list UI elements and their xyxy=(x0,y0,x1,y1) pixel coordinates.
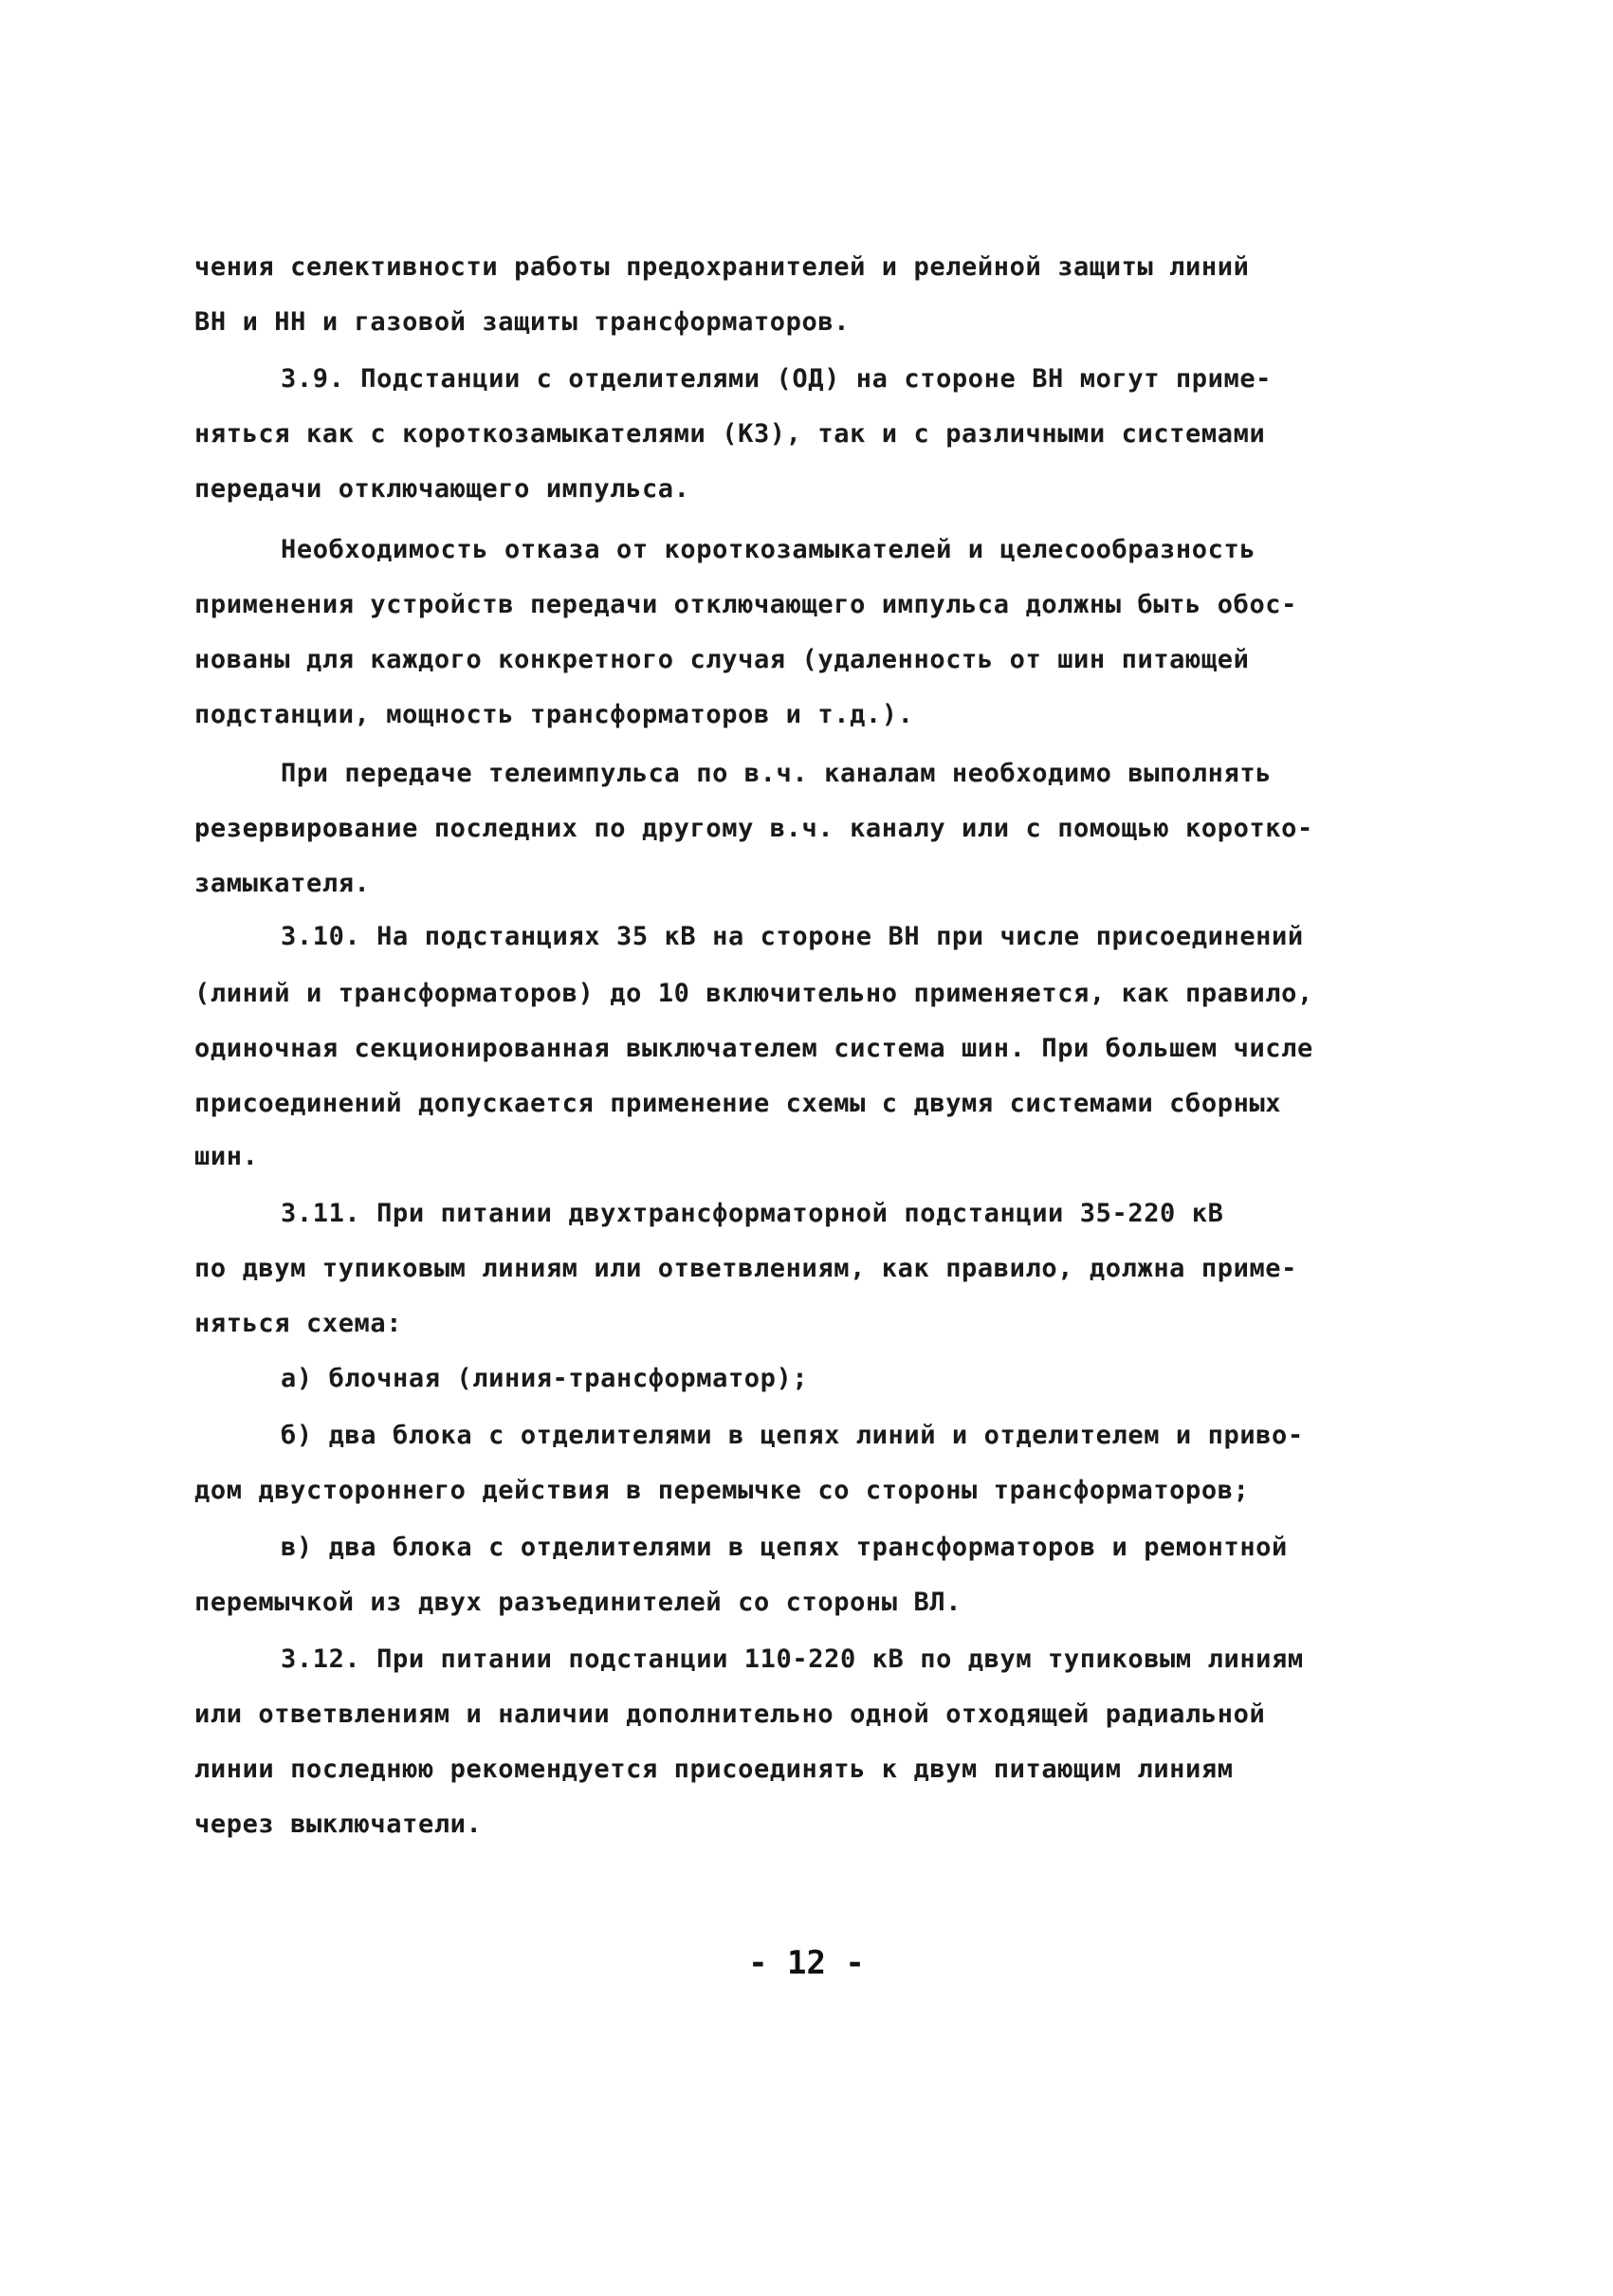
text-line: 3.10. На подстанциях 35 кВ на стороне ВН при числе присоединений xyxy=(281,922,1304,951)
text-line: няться как с короткозамыкателями (КЗ), так и с различными системами xyxy=(194,419,1266,449)
text-line: присоединений допускается применение схемы с двумя системами сборных xyxy=(194,1089,1282,1118)
text-line: дом двустороннего действия в перемычке со стороны трансформаторов; xyxy=(194,1476,1250,1505)
text-line: в) два блока с отделителями в цепях трансформаторов и ремонтной xyxy=(281,1533,1288,1562)
text-line: При передаче телеимпульса по в.ч. каналам необходимо выполнять xyxy=(281,759,1273,788)
text-line: 3.9. Подстанции с отделителями (ОД) на стороне ВН могут приме- xyxy=(281,364,1273,394)
text-line: шин. xyxy=(194,1142,259,1171)
text-line: б) два блока с отделителями в цепях линий и отделителем и приво- xyxy=(281,1421,1304,1450)
text-line: (линий и трансформаторов) до 10 включительно применяется, как правило, xyxy=(194,979,1313,1008)
text-line: нованы для каждого конкретного случая (удаленность от шин питающей xyxy=(194,645,1250,674)
text-line: или ответвлениям и наличии дополнительно одной отходящей радиальной xyxy=(194,1699,1266,1729)
text-line: передачи отключающего импульса. xyxy=(194,474,690,504)
text-line: а) блочная (линия-трансформатор); xyxy=(281,1364,809,1393)
text-line: перемычкой из двух разъединителей со стороны ВЛ. xyxy=(194,1588,962,1617)
text-line: линии последнюю рекомендуется присоединять к двум питающим линиям xyxy=(194,1754,1234,1784)
text-line: резервирование последних по другому в.ч. каналу или с помощью коротко- xyxy=(194,814,1313,843)
page-number: - 12 - xyxy=(748,1944,865,1982)
text-line: по двум тупиковым линиям или ответвлениям, как правило, должна приме- xyxy=(194,1254,1298,1283)
text-line: 3.11. При питании двухтрансформаторной подстанции 35-220 кВ xyxy=(281,1199,1224,1228)
text-line: 3.12. При питании подстанции 110-220 кВ по двум тупиковым линиям xyxy=(281,1644,1304,1674)
text-line: чения селективности работы предохранителей и релейной защиты линий xyxy=(194,252,1250,282)
text-line: через выключатели. xyxy=(194,1809,483,1839)
text-line: няться схема: xyxy=(194,1309,403,1338)
text-line: применения устройств передачи отключающего импульса должны быть обос- xyxy=(194,590,1298,619)
text-line: ВН и НН и газовой защиты трансформаторов. xyxy=(194,307,851,337)
text-line: одиночная секционированная выключателем система шин. При большем числе xyxy=(194,1034,1313,1063)
text-line: замыкателя. xyxy=(194,869,371,898)
text-line: Необходимость отказа от короткозамыкателей и целесообразность xyxy=(281,535,1256,564)
text-line: подстанции, мощность трансформаторов и т.д.). xyxy=(194,700,914,729)
